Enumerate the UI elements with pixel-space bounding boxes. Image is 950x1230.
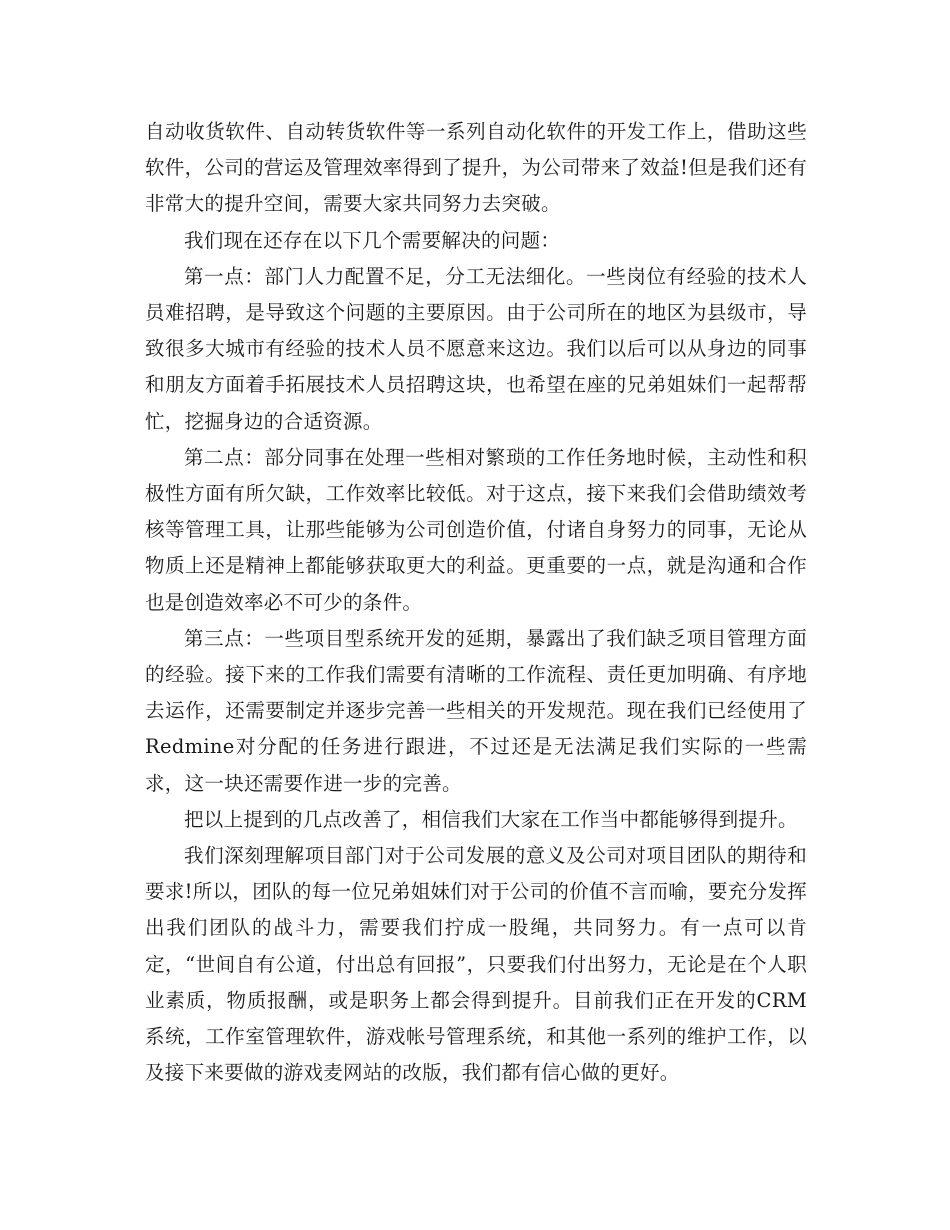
paragraph-6: 把以上提到的几点改善了，相信我们大家在工作当中都能够得到提升。 (184, 807, 798, 831)
paragraph-1: 自动收货软件、自动转货软件等一系列自动化软件的开发工作上，借助这些软件，公司的营运及管理效率得到了提升，为公司带来了效益!但是我们还有非常大的提升空间，需要大家共同努力去突破。 (145, 120, 807, 216)
paragraph-7: 我们深刻理解项目部门对于公司发展的意义及公司对项目团队的期待和要求!所以，团队的每一位兄弟姐妹们对于公司的价值不言而喻，要充分发挥出我们团队的战斗力，需要我们拧成一股绳，共同努力。有一点可以肯定，“世间自有公道，付出总有回报”，只要我们付出努力，无论是在个人职业素质，物质报酬，或是职务上都会得到提升。目前我们正在开发的CRM系统，工作室管理软件，游戏帐号管理系统，和其他一系列的维护工作，以及接下来要做的游戏麦网站的改版，我们都有信心做的更好。 (145, 844, 807, 1085)
paragraph-4: 第二点：部分同事在处理一些相对繁琐的工作任务地时候，主动性和积极性方面有所欠缺，工作效率比较低。对于这点，接下来我们会借助绩效考核等管理工具，让那些能够为公司创造价值，付诸自身努力的同事，无论从物质上还是精神上都能够获取更大的利益。更重要的一点，就是沟通和合作也是创造效率必不可少的条件。 (145, 445, 807, 614)
paragraph-3: 第一点：部门人力配置不足，分工无法细化。一些岗位有经验的技术人员难招聘，是导致这个问题的主要原因。由于公司所在的地区为县级市，导致很多大城市有经验的技术人员不愿意来这边。我们以后可以从身边的同事和朋友方面着手拓展技术人员招聘这块，也希望在座的兄弟姐妹们一起帮帮忙，挖掘身边的合适资源。 (145, 264, 807, 433)
paragraph-5: 第三点：一些项目型系统开发的延期，暴露出了我们缺乏项目管理方面的经验。接下来的工作我们需要有清晰的工作流程、责任更加明确、有序地去运作，还需要制定并逐步完善一些相关的开发规范。现在我们已经使用了Redmine对分配的任务进行跟进，不过还是无法满足我们实际的一些需求，这一块还需要作进一步的完善。 (145, 626, 807, 795)
document-body (145, 114, 807, 1091)
paragraph-2: 我们现在还存在以下几个需要解决的问题： (184, 228, 561, 252)
